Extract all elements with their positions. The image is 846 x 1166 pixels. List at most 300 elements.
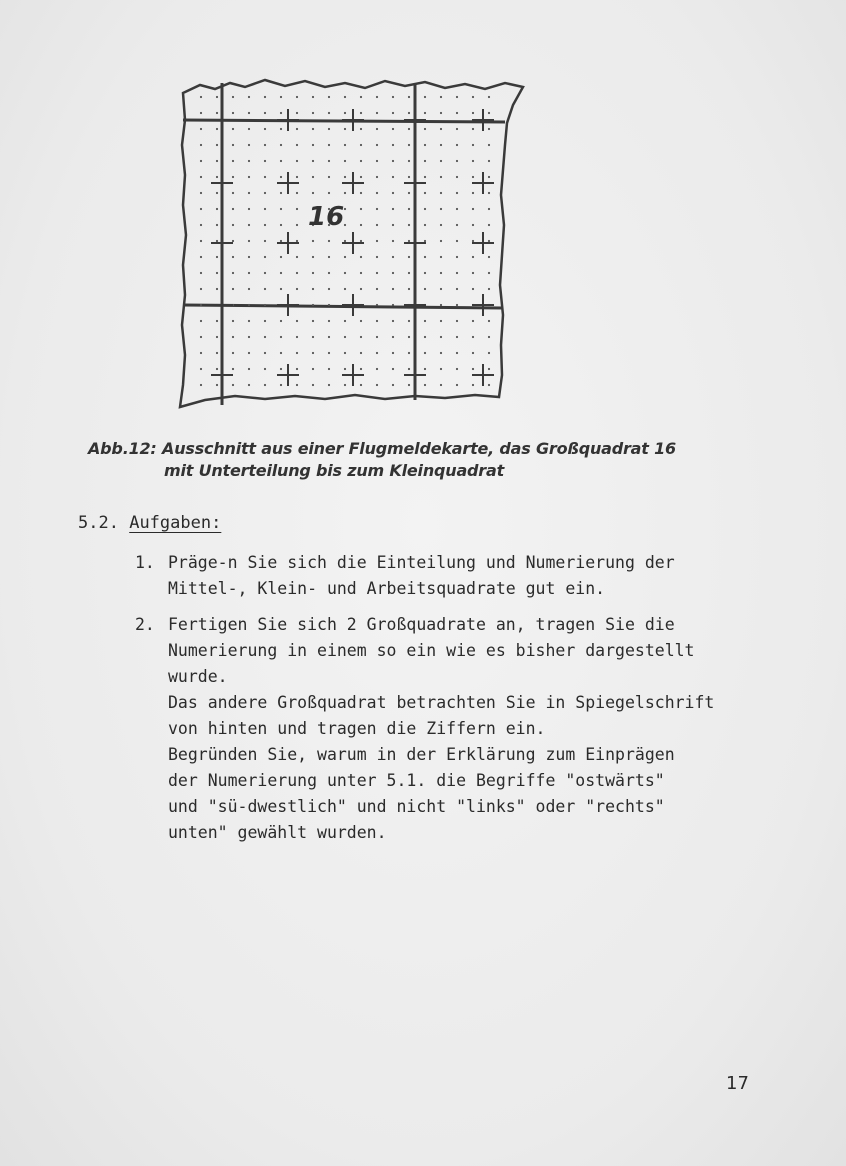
map-dot <box>408 320 410 322</box>
map-dot <box>360 384 362 386</box>
map-dot <box>264 320 266 322</box>
map-dot <box>440 304 442 306</box>
map-dot <box>248 272 250 274</box>
map-dot <box>472 128 474 130</box>
map-dot <box>312 384 314 386</box>
map-dot <box>408 208 410 210</box>
map-dot <box>424 112 426 114</box>
map-dot <box>424 368 426 370</box>
map-dot <box>360 160 362 162</box>
map-dot <box>264 96 266 98</box>
map-dot <box>360 208 362 210</box>
map-dot <box>344 96 346 98</box>
map-dot <box>200 192 202 194</box>
map-dot <box>488 320 490 322</box>
map-dot <box>280 192 282 194</box>
task-line: der Numerierung unter 5.1. die Begriffe "ostwärts" <box>168 771 665 790</box>
map-dot <box>440 176 442 178</box>
map-dot <box>488 336 490 338</box>
map-dot <box>312 336 314 338</box>
map-dot <box>328 96 330 98</box>
map-dot <box>232 128 234 130</box>
map-dot <box>328 128 330 130</box>
map-dot <box>312 240 314 242</box>
map-dot <box>392 144 394 146</box>
map-dot <box>344 128 346 130</box>
map-dot <box>360 352 362 354</box>
map-dot <box>392 272 394 274</box>
map-dot <box>392 352 394 354</box>
map-dot <box>328 384 330 386</box>
map-dot <box>392 192 394 194</box>
map-dot <box>424 192 426 194</box>
map-dot <box>360 368 362 370</box>
map-dot <box>472 384 474 386</box>
map-dot <box>392 112 394 114</box>
map-dot <box>280 384 282 386</box>
map-dot <box>200 288 202 290</box>
grid-cross <box>342 232 364 254</box>
map-dot <box>440 144 442 146</box>
map-dot <box>440 224 442 226</box>
map-dot <box>392 368 394 370</box>
map-dot <box>440 288 442 290</box>
map-dot <box>232 192 234 194</box>
map-dot <box>376 336 378 338</box>
map-dot <box>200 272 202 274</box>
map-dot <box>488 96 490 98</box>
task-line: Begründen Sie, warum in der Erklärung zum Einprägen <box>168 745 675 764</box>
map-dot <box>344 208 346 210</box>
map-dot <box>424 240 426 242</box>
map-dot <box>200 240 202 242</box>
map-dot <box>264 288 266 290</box>
map-dot <box>280 208 282 210</box>
map-dot <box>232 160 234 162</box>
map-dot <box>424 128 426 130</box>
map-dot <box>440 336 442 338</box>
map-dot <box>200 352 202 354</box>
task-line: Mittel-, Klein- und Arbeitsquadrate gut ein. <box>168 579 606 598</box>
grid-cross <box>404 232 426 254</box>
map-dot <box>360 288 362 290</box>
map-dot <box>296 208 298 210</box>
map-dot <box>344 352 346 354</box>
map-dot <box>216 352 218 354</box>
square-number: 16 <box>308 202 345 232</box>
map-dot <box>200 384 202 386</box>
caption-line-2: mit Unterteilung bis zum Kleinquadrat <box>164 461 505 480</box>
grid-cross <box>404 364 426 386</box>
map-dot <box>344 112 346 114</box>
map-figure <box>175 75 535 420</box>
map-dot <box>408 288 410 290</box>
map-dot <box>200 96 202 98</box>
map-dot <box>456 96 458 98</box>
map-dot <box>424 352 426 354</box>
map-dot <box>344 144 346 146</box>
map-dot <box>296 224 298 226</box>
grid-cross <box>472 294 494 316</box>
task-line: von hinten und tragen die Ziffern ein. <box>168 719 546 738</box>
map-dot <box>248 144 250 146</box>
map-dot <box>376 224 378 226</box>
map-dot <box>472 160 474 162</box>
map-dot <box>392 208 394 210</box>
map-dot <box>232 320 234 322</box>
grid-cross <box>211 232 233 254</box>
map-dot <box>488 160 490 162</box>
map-dot <box>424 272 426 274</box>
map-dot <box>216 272 218 274</box>
map-dot <box>488 288 490 290</box>
map-dot <box>488 176 490 178</box>
map-dot <box>392 320 394 322</box>
map-dot <box>264 192 266 194</box>
map-dot <box>296 352 298 354</box>
map-dot <box>488 144 490 146</box>
map-dot <box>408 96 410 98</box>
map-dot <box>280 240 282 242</box>
grid-cross <box>277 294 299 316</box>
map-dot <box>472 320 474 322</box>
map-dot <box>456 144 458 146</box>
map-dot <box>264 384 266 386</box>
map-dot <box>376 352 378 354</box>
map-dot <box>440 368 442 370</box>
map-dot <box>328 288 330 290</box>
map-dot <box>440 240 442 242</box>
map-dot <box>296 384 298 386</box>
map-dot <box>216 96 218 98</box>
map-dot <box>280 160 282 162</box>
map-dot <box>408 192 410 194</box>
map-dot <box>296 288 298 290</box>
map-dot <box>216 336 218 338</box>
map-dot <box>312 96 314 98</box>
task-item <box>135 612 785 846</box>
map-dot <box>472 336 474 338</box>
map-dot <box>488 208 490 210</box>
map-dot <box>488 368 490 370</box>
map-dot <box>456 336 458 338</box>
grid-square-diagram <box>175 75 535 420</box>
map-dot <box>200 128 202 130</box>
map-dot <box>472 176 474 178</box>
map-dot <box>456 112 458 114</box>
map-dot <box>344 336 346 338</box>
map-dot <box>312 192 314 194</box>
map-dot <box>248 288 250 290</box>
map-dot <box>424 176 426 178</box>
grid-cross <box>211 172 233 194</box>
map-dot <box>344 176 346 178</box>
map-dot <box>392 224 394 226</box>
map-dot <box>312 304 314 306</box>
grid-cross <box>472 172 494 194</box>
map-dot <box>360 112 362 114</box>
map-dot <box>408 112 410 114</box>
map-dot <box>280 320 282 322</box>
map-dot <box>360 176 362 178</box>
map-dot <box>488 224 490 226</box>
map-dot <box>248 320 250 322</box>
map-dot <box>200 112 202 114</box>
map-dot <box>232 336 234 338</box>
map-dot <box>280 336 282 338</box>
map-dot <box>488 192 490 194</box>
map-dot <box>312 256 314 258</box>
map-dot <box>328 144 330 146</box>
map-dot <box>344 224 346 226</box>
map-dot <box>360 128 362 130</box>
map-dot <box>456 320 458 322</box>
map-dot <box>360 240 362 242</box>
map-dot <box>376 160 378 162</box>
grid-cross <box>472 109 494 131</box>
section-number: 5.2. <box>78 513 119 533</box>
section-heading <box>78 513 221 533</box>
map-dot <box>296 112 298 114</box>
map-dot <box>200 368 202 370</box>
map-dot <box>344 368 346 370</box>
map-dot <box>200 336 202 338</box>
grid-cross <box>404 172 426 194</box>
map-dot <box>216 240 218 242</box>
map-dot <box>280 368 282 370</box>
map-dot <box>456 288 458 290</box>
map-dot <box>200 304 202 306</box>
map-dot <box>408 256 410 258</box>
map-dot <box>360 192 362 194</box>
map-dot <box>456 384 458 386</box>
map-dot <box>392 336 394 338</box>
map-dot <box>440 192 442 194</box>
map-dot <box>360 144 362 146</box>
map-dot <box>328 176 330 178</box>
map-dot <box>488 128 490 130</box>
map-dot <box>296 272 298 274</box>
map-dot <box>248 304 250 306</box>
map-dot <box>232 96 234 98</box>
map-dot <box>264 112 266 114</box>
map-dot <box>216 288 218 290</box>
grid-cross <box>472 364 494 386</box>
map-dot <box>376 272 378 274</box>
task-line: Numerierung in einem so ein wie es bisher dargestellt <box>168 641 695 660</box>
map-dot <box>408 240 410 242</box>
map-dot <box>248 352 250 354</box>
map-dot <box>344 192 346 194</box>
map-dot <box>344 272 346 274</box>
map-dot <box>424 96 426 98</box>
map-dot <box>328 192 330 194</box>
map-dot <box>456 256 458 258</box>
grid-cross <box>404 294 426 316</box>
map-dot <box>296 144 298 146</box>
map-dot <box>328 112 330 114</box>
map-dot <box>216 320 218 322</box>
map-dot <box>360 336 362 338</box>
map-dot <box>248 256 250 258</box>
map-dot <box>392 96 394 98</box>
map-dot <box>472 240 474 242</box>
map-dot <box>280 176 282 178</box>
map-dot <box>280 352 282 354</box>
map-dot <box>472 208 474 210</box>
map-dot <box>296 160 298 162</box>
map-dot <box>296 320 298 322</box>
map-dot <box>472 368 474 370</box>
map-dot <box>392 128 394 130</box>
map-dot <box>472 352 474 354</box>
map-dot <box>216 368 218 370</box>
map-dot <box>424 224 426 226</box>
map-dot <box>360 272 362 274</box>
map-dot <box>472 288 474 290</box>
task-number: 2. <box>135 615 155 634</box>
map-dot <box>200 320 202 322</box>
map-dot <box>456 176 458 178</box>
map-dot <box>264 208 266 210</box>
map-dot <box>360 224 362 226</box>
map-dot <box>472 112 474 114</box>
map-dot <box>264 256 266 258</box>
map-dot <box>328 320 330 322</box>
map-dot <box>376 128 378 130</box>
map-dot <box>264 128 266 130</box>
map-dot <box>312 320 314 322</box>
map-dot <box>232 112 234 114</box>
task-line: wurde. <box>168 667 228 686</box>
map-dot <box>296 176 298 178</box>
map-dot <box>200 256 202 258</box>
map-dot <box>264 352 266 354</box>
map-dot <box>328 304 330 306</box>
grid-cross <box>211 364 233 386</box>
map-dot <box>408 224 410 226</box>
map-dot <box>456 208 458 210</box>
map-dot <box>248 240 250 242</box>
map-dot <box>280 256 282 258</box>
map-dot <box>264 160 266 162</box>
map-dot <box>312 112 314 114</box>
map-dot <box>392 160 394 162</box>
map-dot <box>312 352 314 354</box>
map-dot <box>344 288 346 290</box>
map-dot <box>344 384 346 386</box>
map-dot <box>408 336 410 338</box>
map-dot <box>280 272 282 274</box>
section-title: Aufgaben: <box>129 513 222 533</box>
map-dot <box>216 128 218 130</box>
task-item <box>135 550 785 602</box>
map-dot <box>408 272 410 274</box>
map-dot <box>456 272 458 274</box>
map-dot <box>424 160 426 162</box>
grid-cross <box>342 172 364 194</box>
map-dot <box>456 368 458 370</box>
map-dot <box>248 96 250 98</box>
map-dot <box>328 160 330 162</box>
map-dot <box>312 368 314 370</box>
map-dot <box>248 336 250 338</box>
map-dot <box>488 112 490 114</box>
task-number: 1. <box>135 553 155 572</box>
task-line: unten" gewählt wurden. <box>168 823 387 842</box>
map-dot <box>440 272 442 274</box>
map-dot <box>248 368 250 370</box>
map-dot <box>440 256 442 258</box>
task-line: Präge-n Sie sich die Einteilung und Numerierung der <box>168 553 675 572</box>
map-dot <box>280 144 282 146</box>
map-dot <box>216 224 218 226</box>
map-dot <box>440 208 442 210</box>
map-dot <box>424 320 426 322</box>
map-dot <box>392 384 394 386</box>
map-dot <box>360 96 362 98</box>
task-line: Das andere Großquadrat betrachten Sie in Spiegelschrift <box>168 693 715 712</box>
map-dot <box>232 176 234 178</box>
map-dot <box>296 192 298 194</box>
grid-cross <box>277 232 299 254</box>
map-dot <box>200 224 202 226</box>
map-dot <box>360 320 362 322</box>
map-dot <box>344 320 346 322</box>
map-dot <box>440 112 442 114</box>
map-dot <box>216 160 218 162</box>
map-dot <box>376 96 378 98</box>
grid-cross <box>277 364 299 386</box>
map-dot <box>360 256 362 258</box>
map-dot <box>376 256 378 258</box>
map-dot <box>472 256 474 258</box>
task-list <box>135 550 785 856</box>
map-dot <box>264 272 266 274</box>
map-dot <box>408 384 410 386</box>
map-dot <box>312 272 314 274</box>
map-dot <box>472 224 474 226</box>
map-dot <box>344 240 346 242</box>
map-dot <box>216 144 218 146</box>
map-dot <box>392 256 394 258</box>
map-dot <box>376 208 378 210</box>
map-dot <box>312 144 314 146</box>
map-dot <box>456 352 458 354</box>
map-dot <box>440 384 442 386</box>
map-dot <box>408 160 410 162</box>
map-dot <box>424 208 426 210</box>
map-dot <box>296 368 298 370</box>
map-dot <box>216 208 218 210</box>
map-dot <box>312 160 314 162</box>
map-dot <box>312 176 314 178</box>
map-dot <box>296 256 298 258</box>
map-dot <box>248 192 250 194</box>
map-dot <box>232 208 234 210</box>
map-dot <box>424 288 426 290</box>
map-dot <box>440 128 442 130</box>
map-dot <box>200 160 202 162</box>
map-dot <box>248 160 250 162</box>
map-dot <box>232 256 234 258</box>
map-dot <box>488 384 490 386</box>
map-dot <box>248 208 250 210</box>
map-dot <box>264 304 266 306</box>
map-dot <box>248 224 250 226</box>
map-dot <box>456 224 458 226</box>
map-dot <box>472 144 474 146</box>
